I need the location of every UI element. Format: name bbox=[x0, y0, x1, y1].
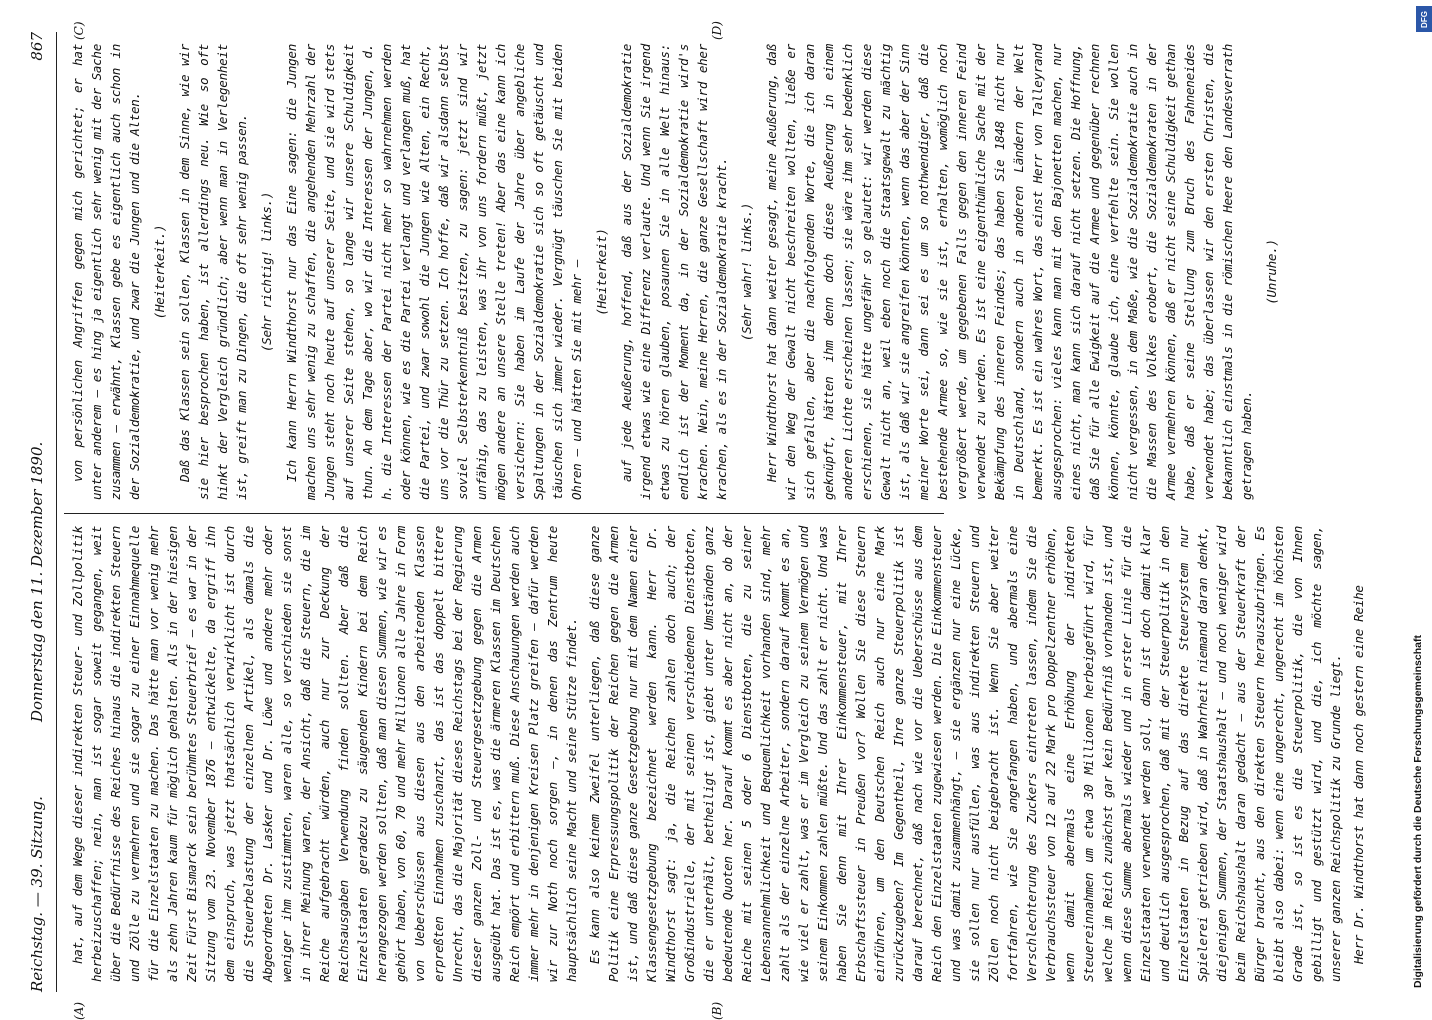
dfg-logo bbox=[1416, 6, 1432, 32]
paragraph: Daß das Klassen sein sollen, Klassen in dem Sinne, wie wir sie hier besprochen haben, ist allerdings neu. Wie so oft hinkt der Vergleich gründlich; aber wenn man in Verlegenheit ist, greift man zu Dingen, die oft sehr wenig passen. bbox=[177, 44, 249, 500]
dfg-logo-text: DFG bbox=[1419, 10, 1429, 28]
rotated-page bbox=[20, 21, 1400, 1020]
text-column-left bbox=[68, 526, 1372, 982]
header-rule bbox=[56, 32, 57, 992]
interjection: (Sehr wahr! links.) bbox=[739, 202, 754, 342]
margin-marker-b: (B) bbox=[710, 1001, 724, 1020]
paragraph: von persönlichen Angriffen gegen mich gerichtet; er hat unter anderem — es hing ja eigentlich sehr wenig mit der Sache zusammen — erwähnt, Klassen gebe es eigentlich auch schon in der Sozialdemokratie, und zwar die Jungen und die Alten. bbox=[70, 44, 142, 500]
header-left: Reichstag. — 39. Sitzung. bbox=[28, 796, 46, 992]
margin-marker-d: (D) bbox=[710, 21, 724, 40]
paragraph: Ich kann Herrn Windthorst nur das Eine sagen: die Jungen machen uns sehr wenig zu schaffen, die angehenden Mehrzahl der Jungen steht noch heute auf unserer Seite, und sie wird stets auf unserer Seite stehen, so lange wir unsere Schuldigkeit thun. An dem Tage aber, wo wir die Interessen der Jungen, d. h. die Interessen der Partei nicht mehr so wahrnehmen werden oder können, wie es die Partei verlangt und verlangen muß, hat die Partei, und zwar sowohl die Jungen wie Alten, ein Recht, uns vor die Thür zu setzen. Ich hoffe, daß wir alsdann selbst soviel Selbsterkenntniß besitzen, zu sagen: jetzt sind wir unfähig, das zu leisten, was ihr von uns fordern müßt, jetzt mögen andere an unsere Stelle treten! Aber das eine kann ich versichern: Sie haben im Laufe der Jahre über angebliche Spaltungen in der Sozialdemokratie sich so oft getäuscht und täuschen sich immer wieder. Vergnügt täuschen Sie mit beiden Ohren — und hätten Sie mit mehr — bbox=[284, 44, 584, 500]
page-number: 867 bbox=[28, 32, 46, 61]
interjection: (Heiterkeit.) bbox=[152, 224, 167, 320]
text-column-right bbox=[68, 44, 1287, 500]
paragraph: auf jede Aeußerung, hoffend, daß aus der Sozialdemokratie irgend etwas wie eine Differenz verlaute. Und wenn Sie irgend etwas zu hören glauben, posaunen Sie in alle Welt hinaus: endlich ist der Moment da, in der Sozialdemokratie wird's krachen. Nein, meine Herren, die ganze Gesellschaft wird eher krachen, als es in der Sozialdemokratie kracht. bbox=[619, 44, 729, 500]
column-divider bbox=[64, 513, 944, 514]
margin-marker-c: (C) bbox=[72, 21, 86, 40]
margin-marker-a: (A) bbox=[72, 1001, 86, 1020]
paragraph: Herr Dr. Windthorst hat dann noch gestern eine Reihe bbox=[1351, 585, 1366, 964]
header-date: Donnerstag den 11. Dezember 1890. bbox=[28, 441, 46, 722]
paragraph: Herr Windthorst hat dann weiter gesagt, meine Aeußerung, daß wir den Weg der Gewalt nicht beschreiten wollten, ließe er sich gefallen, aber die nachfolgenden Worte, die ich daran geknüpft, hätten ihm denn doch diese Aeußerung in einem anderen Lichte erscheinen lassen; sie wäre ihm sehr bedenklich erschienen, sie hätte ungefähr so gelautet: wir werden diese Gewalt nicht an, weil eben noch die Staatsgewalt zu mächtig ist, als daß wir sie angreifen könnten, wenn das aber der Sinn meiner Worte sei, dann sei es um so nothwendiger, daß die bestehende Armee so, wie sie ist, erhalten, womöglich noch vergrößert werde, um gegebenen Falls gegen den inneren Feind verwendet zu werden. Es ist eine eigenthümliche Sache mit der Bekämpfung des inneren Feindes; das haben Sie 1848 nicht nur in Deutschland, sondern auch in anderen Ländern der Welt bemerkt. Es ist ein wahres Wort, das einst Herr von Talleyrand ausgesprochen: vieles kann man mit den Bajonetten machen, nur eines nicht, man kann sich darauf nicht setzen. Die Hoffnung, daß Sie für alle Ewigkeit auf die Armee und gegenüber rechnen können, könnte, glaube ich, eine verfehlte sein. Sie wollen nicht vergessen, in dem Maße, wie die Sozialdemokratie auch in die Massen des Volkes erobert, die Sozialdemokraten in der Armee vermehren können, daß er nicht seine Schuldigkeit gethan habe, daß er seine Stellung zum Bruch des Fahneneides verwendet habe; das überlassen wir den ersten Christen, die bekanntlich einstmals in die römischen Heere den Landesverrath getragen haben. bbox=[764, 44, 1254, 500]
page-header bbox=[20, 32, 54, 992]
paragraph: Es kann also keinem Zweifel unterliegen, daß diese ganze Politik eine Erpressungspolitik der Reichen gegen die Armen ist, und daß diese ganze Gesetzgebung nur mit dem Namen einer Klassengesetzgebung bezeichnet werden kann. Herr Dr. Windthorst sagt: ja, die Reichen zahlen doch auch; der Großindustrielle, der mit seinen verschiedenen Dienstboten, die er unterhält, betheiligt ist, giebt unter Umständen ganz bedeutende Quoten her. Darauf kommt es aber nicht an, ob der Reiche mit seinen 5 oder 6 Dienstboten, die zu seiner Lebensannehmlichkeit und Bequemlichkeit vorhanden sind, mehr zahlt als der einzelne Arbeiter, sondern darauf kommt es an, wie viel er zahlt, was er im Vergleich zu seinem Vermögen und seinem Einkommen zahlen müßte. Und das zahlt er nicht. Und was haben Sie denn mit Ihrer Einkommensteuer, mit Ihrer Erbschaftssteuer in Preußen vor? Wollen Sie diese Steuern einführen, um den Deutschen Reich auch nur eine Mark zurückzugeben? Im Gegentheil, Ihre ganze Steuerpolitik ist darauf berechnet, daß nach wie vor die Ueberschüsse aus dem Reich den Einzelstaaten zugewiesen werden. Die Einkommensteuer und was damit zusammenhängt, — sie ergänzen nur eine Lücke, sie sollen nur ausfüllen, was aus indirekten Steuern und Zöllen noch nicht beigebracht ist. Wenn Sie aber weiter fortfahren, wie Sie angefangen haben, und abermals eine Verschlechterung des Zuckers eintreten lassen, indem Sie die Verbrauchssteuer von 12 auf 22 Mark pro Doppelzentner erhöhen, wenn damit abermals eine Erhöhung der indirekten Steuereinnahmen um etwa 30 Millionen herbeigeführt wird, für welche im Reich zunächst gar kein Bedürfniß vorhanden ist, und wenn diese Summe abermals wieder und in erster Linie für die Einzelstaaten verwendet werden soll, dann ist doch damit klar und deutlich ausgesprochen, daß mit der Steuerpolitik in den Einzelstaaten in Bezug auf das direkte Steuersystem nur Spielerei getrieben wird, daß in Wahrheit niemand daran denkt, diejenigen Summen, der Staatshaushalt — und noch weniger wird beim Reichshaushalt daran gedacht — aus der Steuerkraft der Bürger braucht, aus den direkten Steuern herauszubringen. Es bleibt also dabei: wenn eine ungerecht, ungerecht im höchsten Grade ist, so ist es die Steuerpolitik, die von Ihnen gebilligt und gestützt wird, und die, ich möchte sagen, unserer ganzen Reichspolitik zu Grunde liegt. bbox=[587, 526, 1343, 982]
interjection: (Unruhe.) bbox=[1264, 239, 1279, 305]
interjection: (Sehr richtig! links.) bbox=[259, 191, 274, 353]
paragraph: hat, auf dem Wege dieser indirekten Steuer- und Zollpolitik herbeizuschaffen; nein, man ist sogar soweit gegangen, weit über die Bedürfnisse des Reiches hinaus die indirekten Steuern und Zölle zu vermehren und sie sogar zu einer Einnahmequelle für die Einzelstaaten zu machen. Das hätte man vor wenig mehr als zehn Jahren kaum für möglich gehalten. Als in der hiesigen Zeit Fürst Bismarck sein berühmtes Steuerbrief — es war in der Sitzung vom 23. November 1876 — entwickelte, da ergriff ihn dem einspruch, was jetzt thatsächlich verwirklicht ist durch die Steuerbelastung der einzelnen Artikel, als damals die Abgeordneten Dr. Lasker und Dr. Löwe und andere mehr oder weniger ihm zustimmten, waren alle, so verschieden sie sonst in ihrer Meinung waren, der Ansicht, daß die Steuern, die im Reiche aufgebracht würden, auch nur zur Deckung der Reichsausgaben Verwendung finden sollten. Aber daß die Einzelstaaten geradezu zu säugenden Kindern bei dem Reich herangezogen werden sollten, daß man diesen Summen, wie wir es gehört haben, von 60, 70 und mehr Millionen alle Jahre in Form von Ueberschüssen aus diesen aus den arbeitenden Klassen erpreßten Einnahmen zuschanzt, das ist das doppelt bittere Unrecht, das die Majorität dieses Reichstags bei der Regierung dieser ganzen Zoll- und Steuergesetzgebung gegen die Armen ausgeübt hat. Das ist es, was die ärmeren Klassen im Deutschen Reich empört und erbittern muß. Diese Anschauungen werden auch immer mehr in denjenigen Kreisen Platz greifen — dafür werden wir zur Noth noch sorgen —, in denen das Zentrum heute hauptsächlich seine Macht und seine Stütze findet. bbox=[70, 526, 579, 982]
credit-text: Digitalisierung gefördert durch die Deutsche Forschungsgemeinschaft bbox=[1412, 635, 1424, 988]
interjection: (Heiterkeit) bbox=[594, 228, 609, 316]
digitization-credit bbox=[1412, 8, 1428, 988]
